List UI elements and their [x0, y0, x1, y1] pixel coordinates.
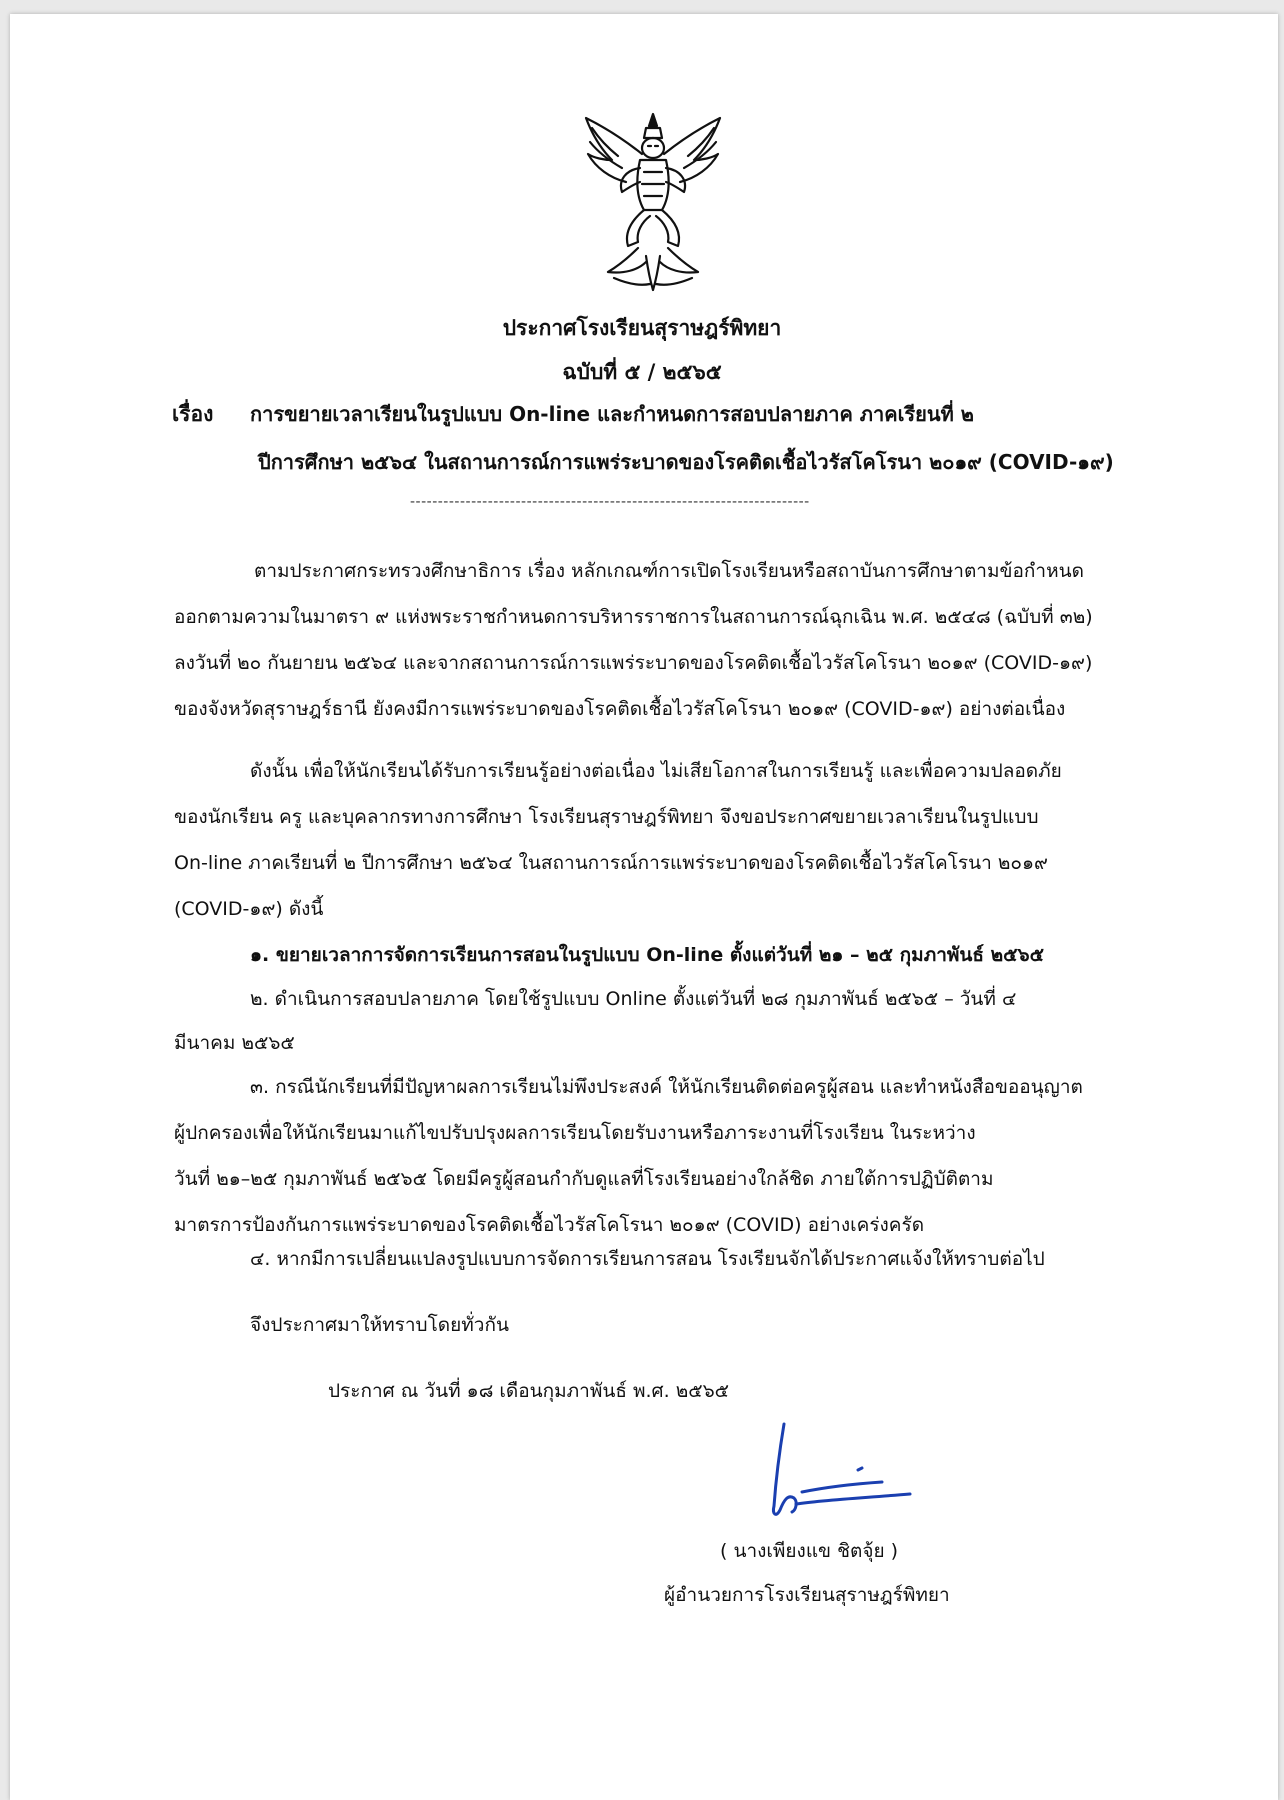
- closing-statement: จึงประกาศมาให้ทราบโดยทั่วกัน: [250, 1314, 509, 1336]
- paragraph-2-line-2: ของนักเรียน ครู และบุคลากรทางการศึกษา โรงเรียนสุราษฎร์พิทยา จึงขอประกาศขยายเวลาเรียนในรูปแบบ: [174, 806, 1039, 828]
- paragraph-2-line-4: (COVID-๑๙) ดังนี้: [174, 898, 324, 920]
- announcement-date: ประกาศ ณ วันที่ ๑๘ เดือนกุมภาพันธ์ พ.ศ. ๒๕๖๕: [328, 1380, 730, 1402]
- paragraph-2-line-3: On-line ภาคเรียนที่ ๒ ปีการศึกษา ๒๕๖๔ ในสถานการณ์การแพร่ระบาดของโรคติดเชื้อไวรัสโคโรนา ๒๐๑๙: [174, 852, 1048, 874]
- paragraph-1-line-4: ของจังหวัดสุราษฎร์ธานี ยังคงมีการแพร่ระบาดของโรคติดเชื้อไวรัสโคโรนา ๒๐๑๙ (COVID-๑๙) อย่างต่อเนื่อง: [174, 698, 1066, 720]
- item-1: ๑. ขยายเวลาการจัดการเรียนการสอนในรูปแบบ On-line ตั้งแต่วันที่ ๒๑ – ๒๕ กุมภาพันธ์ ๒๕๖๕: [250, 944, 1044, 966]
- paragraph-1-line-3: ลงวันที่ ๒๐ กันยายน ๒๕๖๔ และจากสถานการณ์การแพร่ระบาดของโรคติดเชื้อไวรัสโคโรนา ๒๐๑๙ (COVID-๑๙): [174, 652, 1093, 674]
- item-3-line-1: ๓. กรณีนักเรียนที่มีปัญหาผลการเรียนไม่พึงประสงค์ ให้นักเรียนติดต่อครูผู้สอน และทำหนังสือขออนุญาต: [250, 1076, 1083, 1098]
- divider: ------------------------------------------------------------------------: [410, 494, 810, 510]
- item-4: ๔. หากมีการเปลี่ยนแปลงรูปแบบการจัดการเรียนการสอน โรงเรียนจักได้ประกาศแจ้งให้ทราบต่อไป: [250, 1248, 1045, 1270]
- handwritten-signature: [762, 1418, 922, 1528]
- item-2-line-1: ๒. ดำเนินการสอบปลายภาค โดยใช้รูปแบบ Online ตั้งแต่วันที่ ๒๘ กุมภาพันธ์ ๒๕๖๕ – วันที่ ๔: [250, 988, 1017, 1010]
- paragraph-1-line-1: ตามประกาศกระทรวงศึกษาธิการ เรื่อง หลักเกณฑ์การเปิดโรงเรียนหรือสถาบันการศึกษาตามข้อกำหนด: [254, 560, 1084, 582]
- item-3-line-3: วันที่ ๒๑–๒๕ กุมภาพันธ์ ๒๕๖๕ โดยมีครูผู้สอนกำกับดูแลที่โรงเรียนอย่างใกล้ชิด ภายใต้การปฏิบัติตาม: [174, 1168, 994, 1190]
- subject-line-2: ปีการศึกษา ๒๕๖๔ ในสถานการณ์การแพร่ระบาดของโรคติดเชื้อไวรัสโคโรนา ๒๐๑๙ (COVID-๑๙): [258, 450, 1114, 474]
- paragraph-2-line-1: ดังนั้น เพื่อให้นักเรียนได้รับการเรียนรู้อย่างต่อเนื่อง ไม่เสียโอกาสในการเรียนรู้ และเพื่อความปลอดภัย: [250, 760, 1062, 782]
- announcement-title: ประกาศโรงเรียนสุราษฎร์พิทยา: [502, 316, 782, 340]
- garuda-emblem-icon: [578, 108, 728, 298]
- item-3-line-2: ผู้ปกครองเพื่อให้นักเรียนมาแก้ไขปรับปรุงผลการเรียนโดยรับงานหรือภาระงานที่โรงเรียน ในระหว่าง: [174, 1122, 976, 1144]
- paragraph-1-line-2: ออกตามความในมาตรา ๙ แห่งพระราชกำหนดการบริหารราชการในสถานการณ์ฉุกเฉิน พ.ศ. ๒๕๔๘ (ฉบับที่ ๓๒): [174, 606, 1093, 628]
- item-3-line-4: มาตรการป้องกันการแพร่ระบาดของโรคติดเชื้อไวรัสโคโรนา ๒๐๑๙ (COVID) อย่างเคร่งครัด: [174, 1214, 925, 1236]
- item-2-line-2: มีนาคม ๒๕๖๕: [174, 1032, 295, 1054]
- signatory-name: ( นางเพียงแข ชิตจุ้ย ): [720, 1540, 899, 1562]
- subject-line-1: การขยายเวลาเรียนในรูปแบบ On-line และกำหนดการสอบปลายภาค ภาคเรียนที่ ๒: [250, 402, 974, 426]
- signatory-position: ผู้อำนวยการโรงเรียนสุราษฎร์พิทยา: [664, 1584, 950, 1606]
- subject-label: เรื่อง: [172, 402, 214, 426]
- announcement-number: ฉบับที่ ๕ / ๒๕๖๕: [562, 360, 722, 384]
